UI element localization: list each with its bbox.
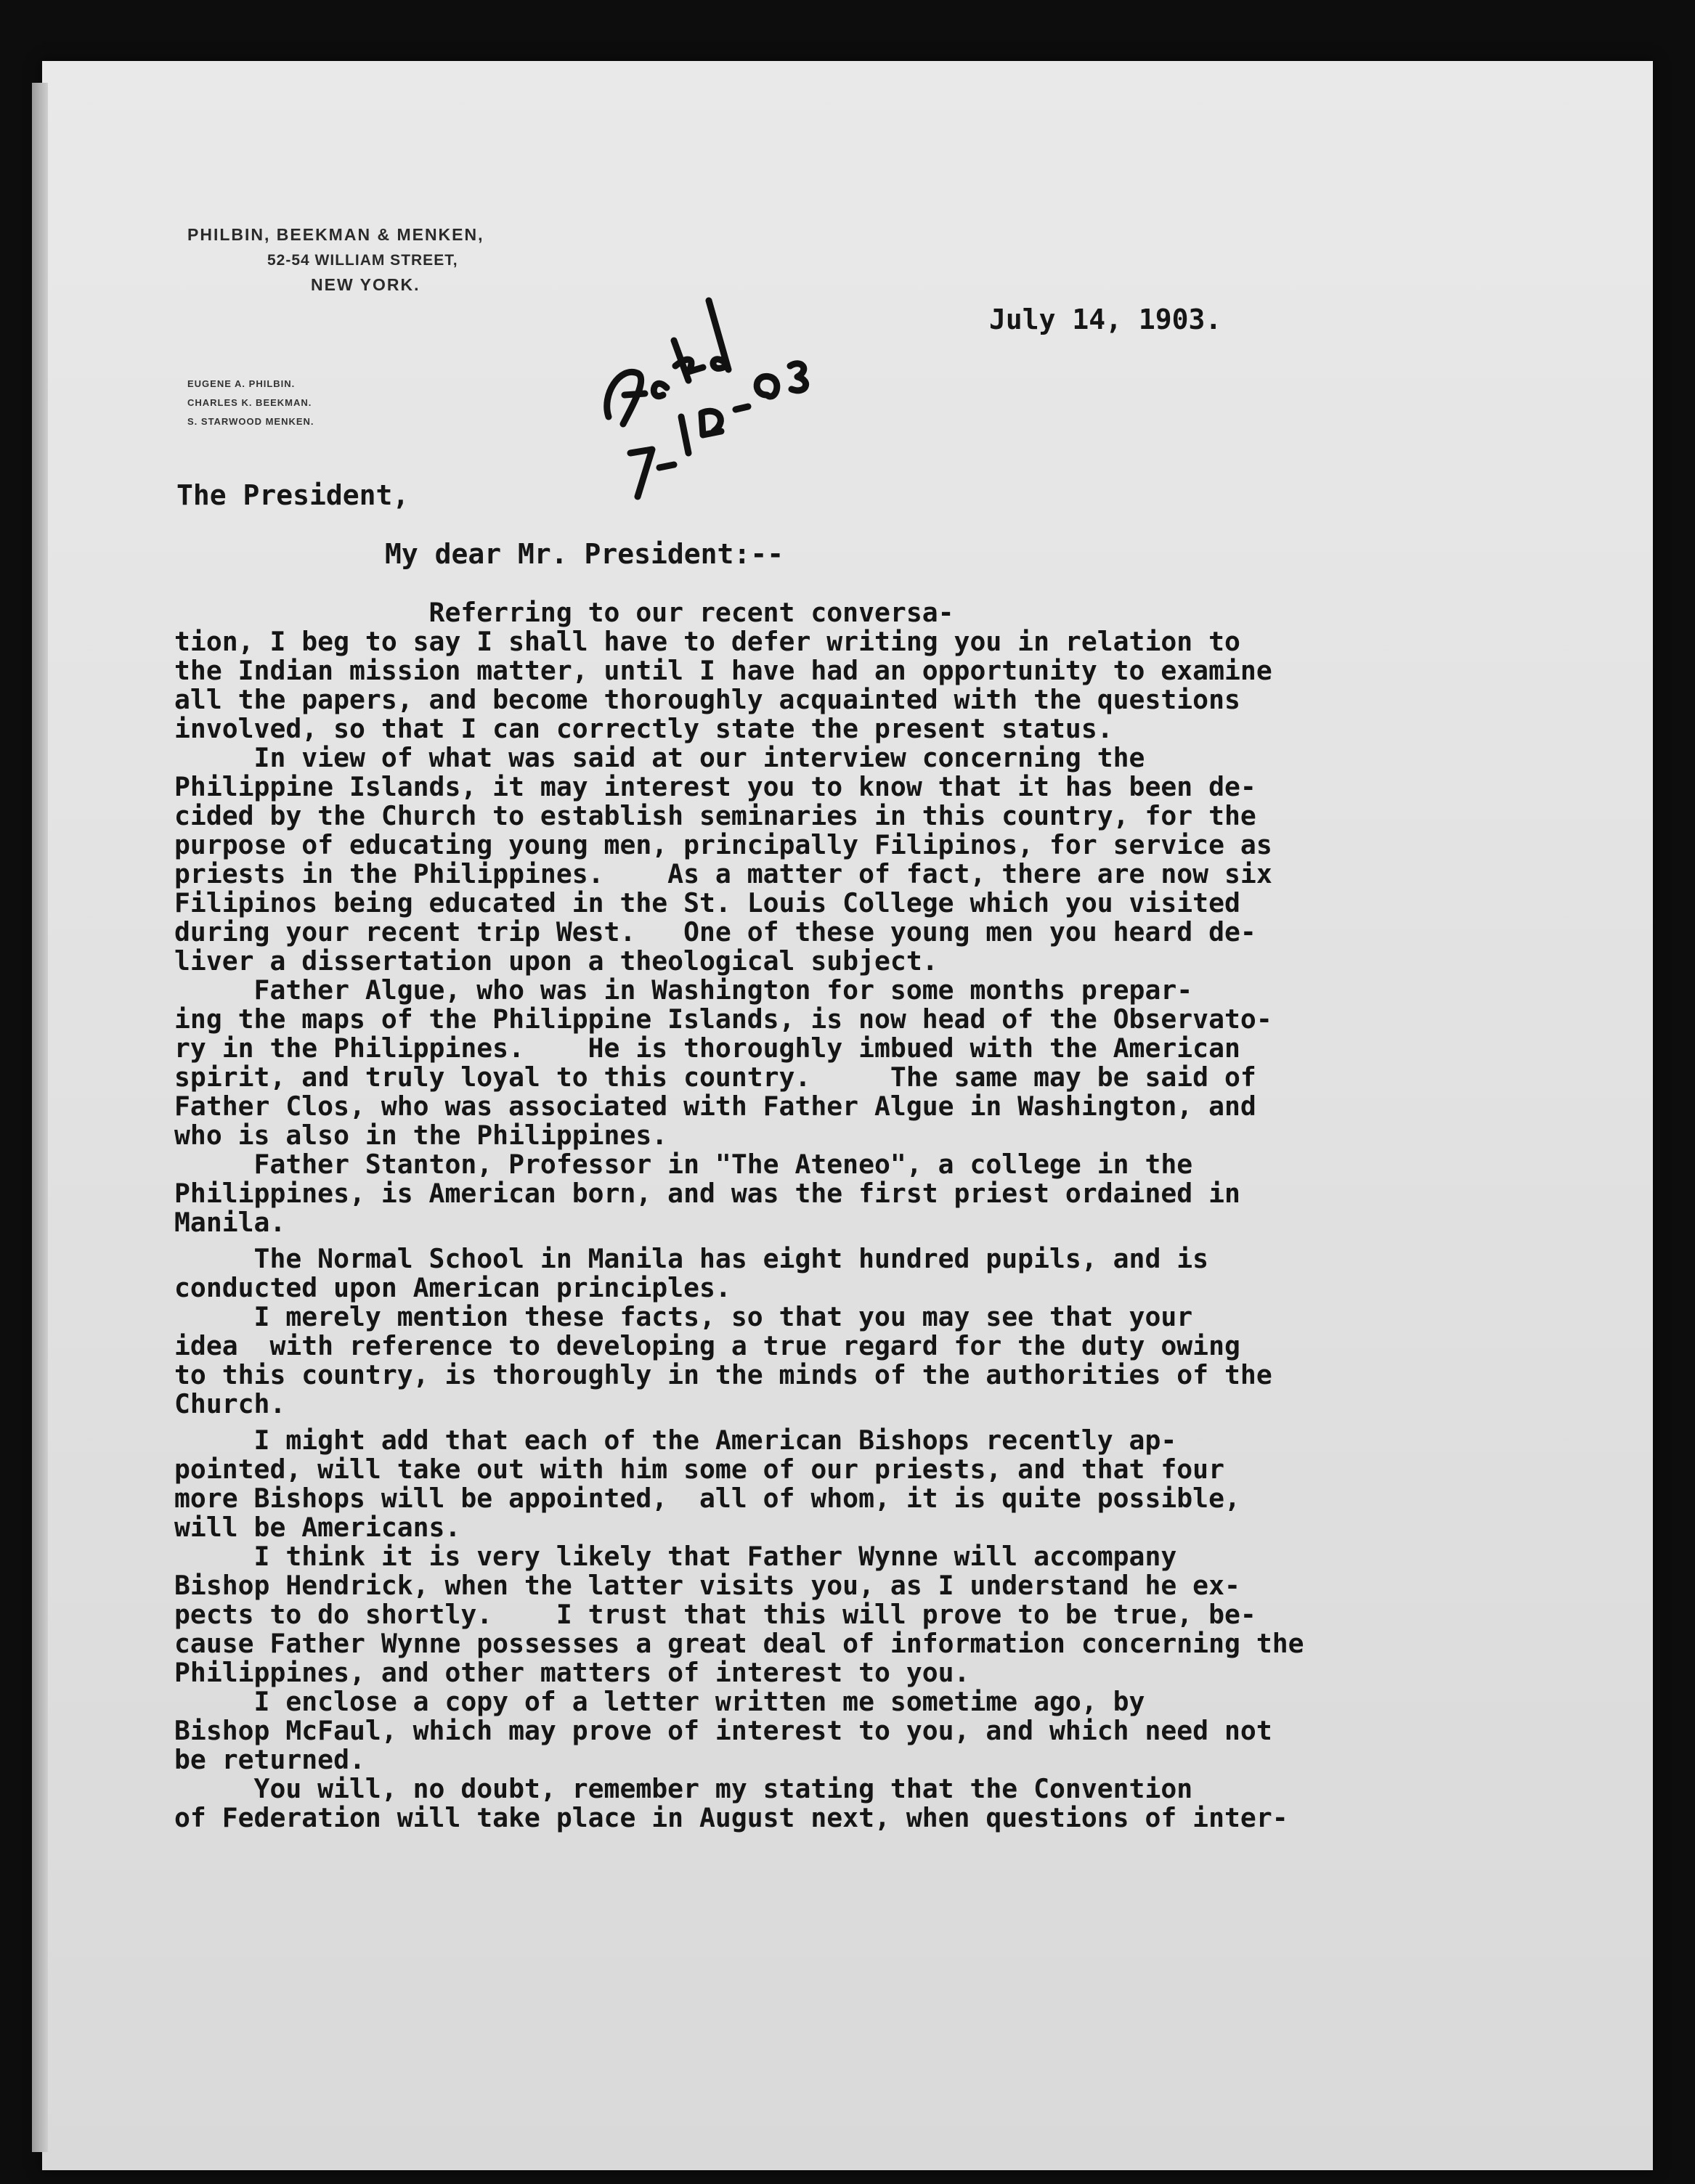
body-line: You will, no doubt, remember my stating that the Convention <box>174 1773 1193 1804</box>
addressee: The President, <box>176 479 410 511</box>
body-line: Bishop Hendrick, when the latter visits you, as I understand he ex- <box>174 1570 1240 1601</box>
partner-list <box>187 375 314 431</box>
body-line: tion, I beg to say I shall have to defer writing you in relation to <box>174 626 1240 657</box>
body-line: purpose of educating young men, principally Filipinos, for service as <box>174 829 1272 860</box>
letterhead-firm: PHILBIN, BEEKMAN & MENKEN, <box>187 225 484 244</box>
body-line: all the papers, and become thoroughly acquainted with the questions <box>174 684 1240 715</box>
body-line: ry in the Philippines. He is thoroughly imbued with the American <box>174 1032 1240 1064</box>
body-line: of Federation will take place in August next, when questions of inter- <box>174 1802 1288 1833</box>
body-line: pects to do shortly. I trust that this will prove to be true, be- <box>174 1599 1256 1630</box>
body-line: In view of what was said at our interview concerning the <box>174 742 1145 773</box>
letter-body <box>174 598 1612 1833</box>
letterhead-city: NEW YORK. <box>311 275 420 294</box>
body-line: cided by the Church to establish seminaries in this country, for the <box>174 800 1256 831</box>
body-line: I merely mention these facts, so that you may see that your <box>174 1301 1193 1332</box>
body-line: pointed, will take out with him some of our priests, and that four <box>174 1454 1224 1485</box>
body-line: ing the maps of the Philippine Islands, is now head of the Observato- <box>174 1003 1272 1035</box>
body-line: liver a dissertation upon a theological subject. <box>174 945 938 977</box>
body-line: Philippine Islands, it may interest you to know that it has been de- <box>174 771 1256 802</box>
body-line: during your recent trip West. One of these young men you heard de- <box>174 916 1256 948</box>
body-line: to this country, is thoroughly in the minds of the authorities of the <box>174 1359 1272 1390</box>
body-line: Manila. <box>174 1207 286 1238</box>
body-line: Bishop McFaul, which may prove of interest to you, and which need not <box>174 1715 1272 1746</box>
body-line: priests in the Philippines. As a matter of fact, there are now six <box>174 858 1272 889</box>
body-line: the Indian mission matter, until I have had an opportunity to examine <box>174 655 1272 686</box>
body-line: I think it is very likely that Father Wynne will accompany <box>174 1541 1177 1572</box>
body-line: cause Father Wynne possesses a great deal of information concerning the <box>174 1628 1304 1659</box>
body-line: involved, so that I can correctly state the present status. <box>174 713 1113 744</box>
body-line: will be Americans. <box>174 1512 461 1543</box>
body-line: Filipinos being educated in the St. Louis College which you visited <box>174 887 1240 918</box>
body-line: Father Stanton, Professor in "The Ateneo", a college in the <box>174 1149 1193 1180</box>
partner-name: CHARLES K. BEEKMAN. <box>187 397 312 408</box>
letterhead-address: 52-54 WILLIAM STREET, <box>267 252 458 269</box>
body-line: more Bishops will be appointed, all of whom, it is quite possible, <box>174 1483 1240 1514</box>
annotation-text <box>42 61 43 62</box>
letterhead <box>187 225 484 295</box>
letter-date: July 14, 1903. <box>989 303 1222 335</box>
body-line: who is also in the Philippines. <box>174 1120 668 1151</box>
body-line: Father Clos, who was associated with Father Algue in Washington, and <box>174 1091 1256 1122</box>
handwritten-acknowledgement <box>580 286 855 504</box>
partner-name: EUGENE A. PHILBIN. <box>187 378 296 389</box>
body-line: Referring to our recent conversa- <box>174 597 954 628</box>
body-line: I might add that each of the American Bishops recently ap- <box>174 1425 1177 1456</box>
body-line: Philippines, is American born, and was the first priest ordained in <box>174 1178 1240 1209</box>
partner-name: S. STARWOOD MENKEN. <box>187 416 314 427</box>
body-line: Father Algue, who was in Washington for some months prepar- <box>174 974 1193 1006</box>
salutation: My dear Mr. President:-- <box>385 538 784 570</box>
body-line: conducted upon American principles. <box>174 1272 731 1303</box>
body-line: idea with reference to developing a true regard for the duty owing <box>174 1330 1240 1361</box>
body-line: The Normal School in Manila has eight hundred pupils, and is <box>174 1243 1209 1274</box>
body-line: be returned. <box>174 1744 365 1775</box>
body-line: Philippines, and other matters of interest to you. <box>174 1657 970 1688</box>
body-line: Church. <box>174 1388 286 1419</box>
body-line: I enclose a copy of a letter written me sometime ago, by <box>174 1686 1145 1717</box>
body-line: spirit, and truly loyal to this country. The same may be said of <box>174 1062 1256 1093</box>
